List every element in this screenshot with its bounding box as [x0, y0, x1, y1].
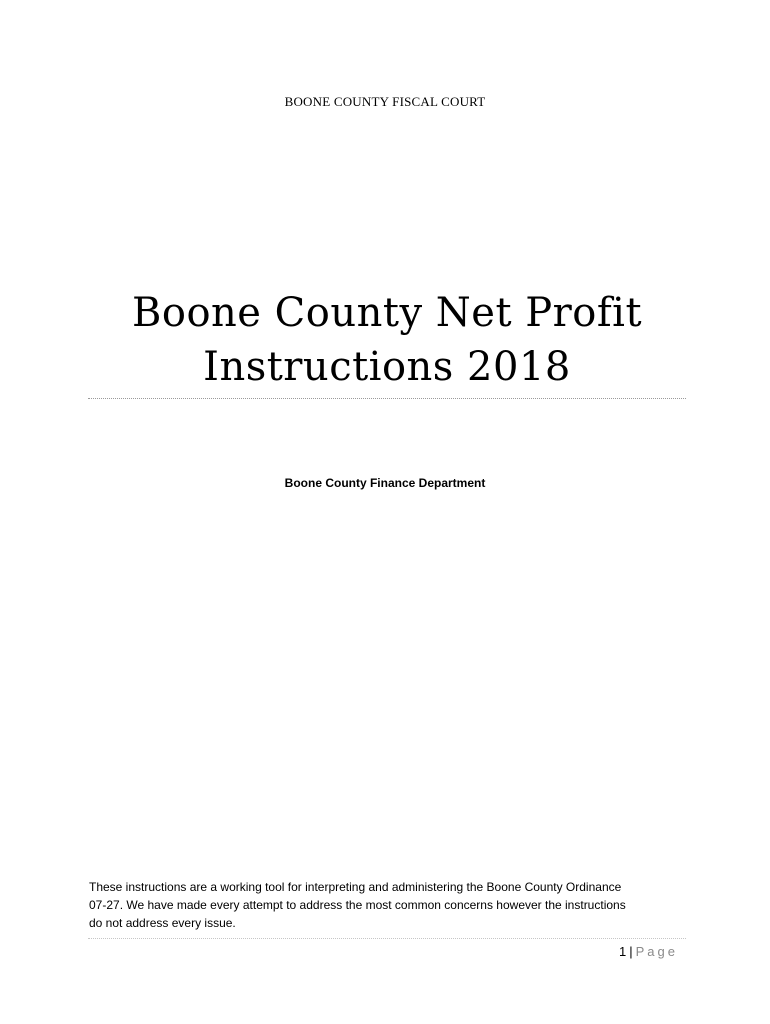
title-divider — [88, 398, 686, 399]
title-line-2: Instructions 2018 — [203, 344, 571, 390]
intro-paragraph — [89, 878, 685, 932]
title-line-1: Boone County Net Profit — [131, 290, 643, 336]
page-number: 1 — [619, 944, 627, 959]
document-subtitle: Boone County Finance Department — [284, 476, 486, 490]
intro-line-1: These instructions are a working tool for interpreting and administering the Boone County Ordinance — [89, 880, 622, 894]
document-header: BOONE COUNTY FISCAL COURT — [284, 94, 486, 109]
page-label: Page — [635, 944, 678, 959]
footer-divider — [88, 938, 686, 939]
footer-separator: | — [629, 944, 633, 959]
document-title — [88, 286, 686, 394]
intro-line-2: 07-27. We have made every attempt to address the most common concerns however the instructions — [89, 898, 626, 912]
page-footer — [619, 944, 678, 959]
intro-line-3: do not address every issue. — [89, 916, 236, 930]
